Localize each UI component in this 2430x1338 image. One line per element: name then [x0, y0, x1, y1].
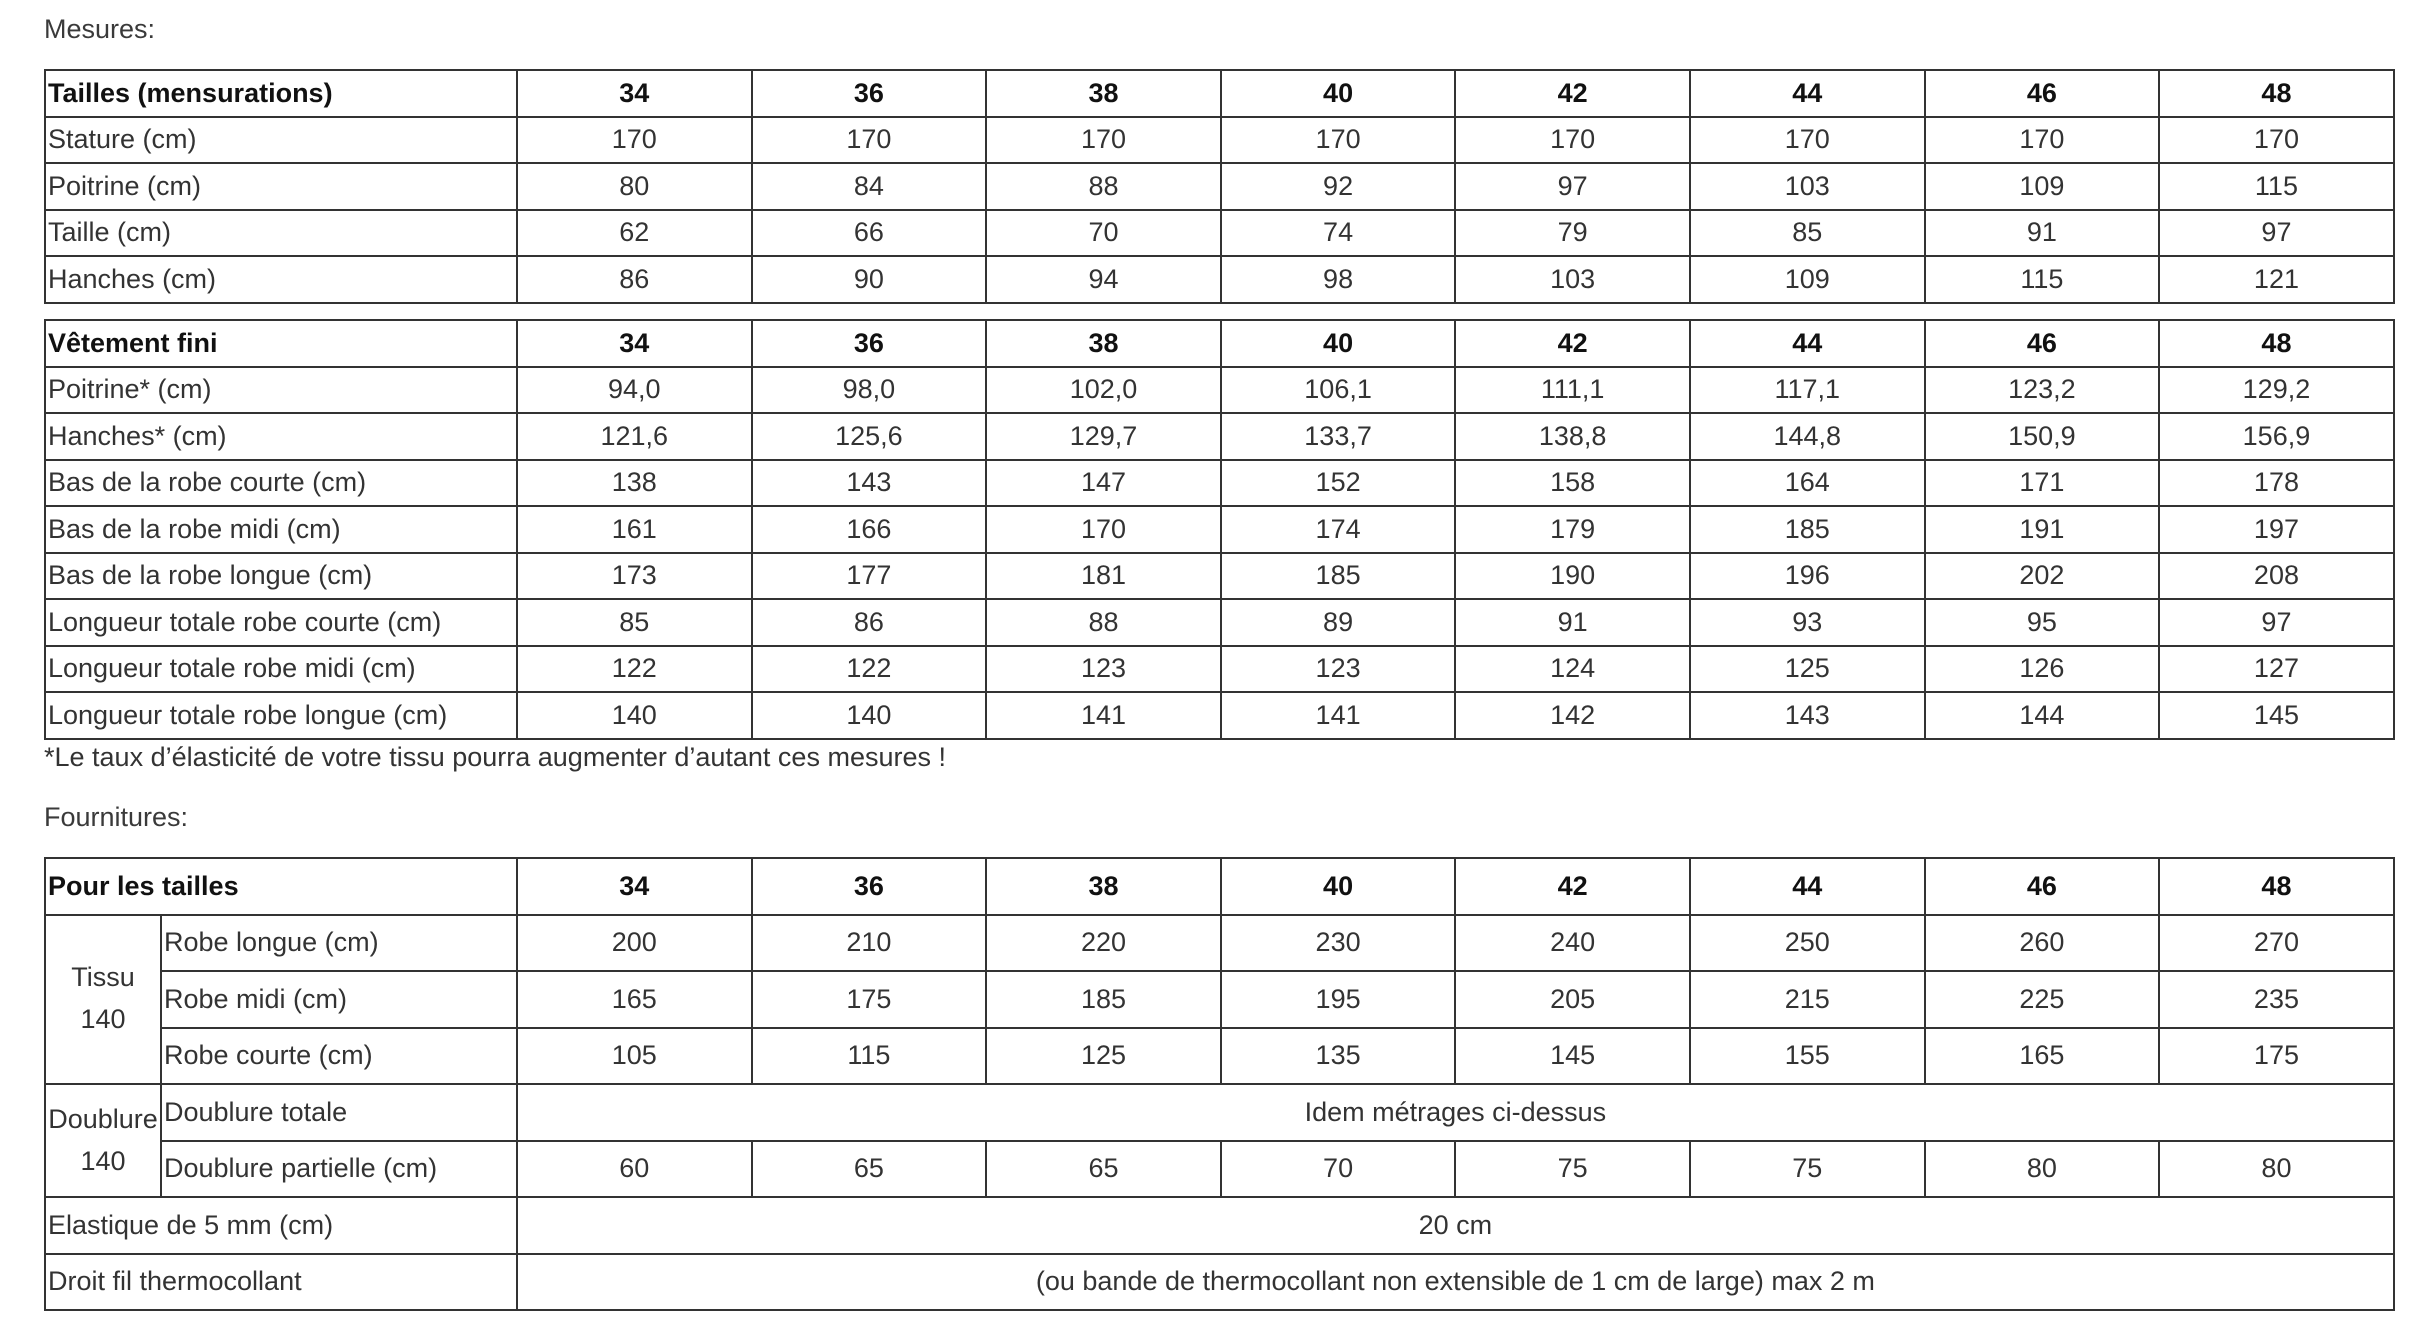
table-cell: 121 [2159, 256, 2394, 303]
table-cell: 94,0 [517, 367, 752, 414]
table-cell: 170 [1455, 117, 1690, 164]
table-cell: 142 [1455, 692, 1690, 739]
table-cell: 210 [752, 915, 987, 972]
row-header: Tailles (mensurations) [45, 70, 517, 117]
table-cell: 115 [752, 1028, 987, 1085]
mesures-heading: Mesures: [44, 14, 156, 44]
row-label: Longueur totale robe longue (cm) [45, 692, 517, 739]
table-cell: 195 [1221, 971, 1456, 1028]
table-row [45, 163, 2394, 210]
table-row [45, 506, 2394, 553]
table-cell: 98 [1221, 256, 1456, 303]
size-header: 36 [752, 70, 987, 117]
table-row [45, 553, 2394, 600]
table-row [45, 1254, 2394, 1311]
row-label: Taille (cm) [45, 210, 517, 257]
table-cell: 175 [2159, 1028, 2394, 1085]
table-cell: 70 [986, 210, 1221, 257]
table-row [45, 599, 2394, 646]
table-cell: 79 [1455, 210, 1690, 257]
table-cell: 80 [1925, 1141, 2160, 1198]
table-cell: 140 [752, 692, 987, 739]
table-cell: 170 [752, 117, 987, 164]
table-cell: 178 [2159, 460, 2394, 507]
table-row [45, 692, 2394, 739]
table-cell: 84 [752, 163, 987, 210]
table-cell: 65 [986, 1141, 1221, 1198]
table-cell: 97 [2159, 210, 2394, 257]
table-cell: 86 [517, 256, 752, 303]
size-header: 40 [1221, 70, 1456, 117]
table-cell: 90 [752, 256, 987, 303]
table-cell: 197 [2159, 506, 2394, 553]
table-cell: 240 [1455, 915, 1690, 972]
size-header: 38 [986, 858, 1221, 915]
table-header-row [45, 70, 2394, 117]
row-header: Pour les tailles [45, 858, 517, 915]
size-header: 48 [2159, 70, 2394, 117]
table-cell: 170 [986, 506, 1221, 553]
table-cell: 141 [986, 692, 1221, 739]
table-cell: 152 [1221, 460, 1456, 507]
supplies-table [44, 857, 2395, 1311]
table-cell: 91 [1455, 599, 1690, 646]
size-header: 38 [986, 70, 1221, 117]
body-measurements-table [44, 69, 2395, 304]
tissu-group-label: Tissu 140 [45, 915, 161, 1085]
table-cell: 177 [752, 553, 987, 600]
size-header: 34 [517, 320, 752, 367]
table-cell: 145 [1455, 1028, 1690, 1085]
table-cell: 170 [1221, 117, 1456, 164]
size-header: 42 [1455, 320, 1690, 367]
table-cell: 225 [1925, 971, 2160, 1028]
table-cell: 185 [1221, 553, 1456, 600]
table-cell: 170 [986, 117, 1221, 164]
row-label: Bas de la robe longue (cm) [45, 553, 517, 600]
table-header-row [45, 858, 2394, 915]
table-cell: 117,1 [1690, 367, 1925, 414]
table-cell: 129,2 [2159, 367, 2394, 414]
table-cell: 126 [1925, 646, 2160, 693]
elasticity-note: *Le taux d’élasticité de votre tissu pourra augmenter d’autant ces mesures ! [44, 742, 946, 772]
size-header: 48 [2159, 858, 2394, 915]
table-cell: 138 [517, 460, 752, 507]
table-cell: 138,8 [1455, 413, 1690, 460]
table-cell: 165 [1925, 1028, 2160, 1085]
merged-cell: 20 cm [517, 1197, 2394, 1254]
table-cell: 185 [986, 971, 1221, 1028]
size-header: 40 [1221, 320, 1456, 367]
table-cell: 260 [1925, 915, 2160, 972]
table-cell: 98,0 [752, 367, 987, 414]
table-cell: 80 [2159, 1141, 2394, 1198]
table-cell: 173 [517, 553, 752, 600]
table-cell: 220 [986, 915, 1221, 972]
table-cell: 94 [986, 256, 1221, 303]
row-label: Bas de la robe midi (cm) [45, 506, 517, 553]
table-cell: 60 [517, 1141, 752, 1198]
table-cell: 143 [752, 460, 987, 507]
size-header: 44 [1690, 70, 1925, 117]
table-cell: 88 [986, 599, 1221, 646]
row-label: Longueur totale robe courte (cm) [45, 599, 517, 646]
table-cell: 123 [1221, 646, 1456, 693]
table-cell: 80 [517, 163, 752, 210]
table-cell: 215 [1690, 971, 1925, 1028]
table-cell: 190 [1455, 553, 1690, 600]
table-row [45, 971, 2394, 1028]
row-label: Droit fil thermocollant [45, 1254, 517, 1311]
table-cell: 156,9 [2159, 413, 2394, 460]
table-cell: 164 [1690, 460, 1925, 507]
table-cell: 109 [1690, 256, 1925, 303]
table-cell: 170 [1690, 117, 1925, 164]
table-cell: 205 [1455, 971, 1690, 1028]
size-header: 46 [1925, 70, 2160, 117]
table-row [45, 1141, 2394, 1198]
row-label: Robe midi (cm) [161, 971, 517, 1028]
table-cell: 93 [1690, 599, 1925, 646]
row-label: Elastique de 5 mm (cm) [45, 1197, 517, 1254]
row-label: Longueur totale robe midi (cm) [45, 646, 517, 693]
table-row [45, 367, 2394, 414]
row-label: Doublure partielle (cm) [161, 1141, 517, 1198]
table-cell: 75 [1690, 1141, 1925, 1198]
table-cell: 165 [517, 971, 752, 1028]
table-cell: 208 [2159, 553, 2394, 600]
table-cell: 270 [2159, 915, 2394, 972]
table-cell: 129,7 [986, 413, 1221, 460]
table-cell: 125,6 [752, 413, 987, 460]
size-header: 40 [1221, 858, 1456, 915]
table-cell: 85 [1690, 210, 1925, 257]
table-cell: 181 [986, 553, 1221, 600]
table-cell: 141 [1221, 692, 1456, 739]
table-row [45, 210, 2394, 257]
table-cell: 185 [1690, 506, 1925, 553]
table-cell: 143 [1690, 692, 1925, 739]
row-label: Stature (cm) [45, 117, 517, 164]
table-cell: 155 [1690, 1028, 1925, 1085]
size-header: 46 [1925, 320, 2160, 367]
table-cell: 191 [1925, 506, 2160, 553]
merged-cell: (ou bande de thermocollant non extensible de 1 cm de large) max 2 m [517, 1254, 2394, 1311]
table-cell: 147 [986, 460, 1221, 507]
table-cell: 85 [517, 599, 752, 646]
table-cell: 166 [752, 506, 987, 553]
table-cell: 92 [1221, 163, 1456, 210]
table-cell: 88 [986, 163, 1221, 210]
table-cell: 89 [1221, 599, 1456, 646]
table-cell: 196 [1690, 553, 1925, 600]
table-row [45, 1028, 2394, 1085]
table-cell: 145 [2159, 692, 2394, 739]
table-cell: 171 [1925, 460, 2160, 507]
table-row [45, 1084, 2394, 1141]
table-cell: 97 [2159, 599, 2394, 646]
table-cell: 65 [752, 1141, 987, 1198]
table-cell: 125 [1690, 646, 1925, 693]
table-cell: 74 [1221, 210, 1456, 257]
table-cell: 106,1 [1221, 367, 1456, 414]
table-cell: 105 [517, 1028, 752, 1085]
table-cell: 235 [2159, 971, 2394, 1028]
table-cell: 111,1 [1455, 367, 1690, 414]
table-cell: 140 [517, 692, 752, 739]
table-row [45, 256, 2394, 303]
table-cell: 70 [1221, 1141, 1456, 1198]
table-cell: 179 [1455, 506, 1690, 553]
table-cell: 123,2 [1925, 367, 2160, 414]
size-header: 46 [1925, 858, 2160, 915]
table-cell: 121,6 [517, 413, 752, 460]
table-cell: 230 [1221, 915, 1456, 972]
table-row [45, 413, 2394, 460]
size-header: 34 [517, 858, 752, 915]
table-cell: 144,8 [1690, 413, 1925, 460]
table-cell: 122 [517, 646, 752, 693]
table-cell: 102,0 [986, 367, 1221, 414]
table-row [45, 646, 2394, 693]
table-cell: 144 [1925, 692, 2160, 739]
size-header: 42 [1455, 70, 1690, 117]
table-row [45, 460, 2394, 507]
table-cell: 150,9 [1925, 413, 2160, 460]
table-cell: 133,7 [1221, 413, 1456, 460]
table-cell: 91 [1925, 210, 2160, 257]
body-rows [45, 117, 2394, 303]
size-header: 44 [1690, 320, 1925, 367]
table-cell: 115 [2159, 163, 2394, 210]
size-header: 34 [517, 70, 752, 117]
table-cell: 127 [2159, 646, 2394, 693]
table-cell: 250 [1690, 915, 1925, 972]
row-label: Bas de la robe courte (cm) [45, 460, 517, 507]
size-header: 36 [752, 858, 987, 915]
merged-cell: Idem métrages ci-dessus [517, 1084, 2394, 1141]
size-header: 42 [1455, 858, 1690, 915]
table-cell: 174 [1221, 506, 1456, 553]
table-row [45, 915, 2394, 972]
table-cell: 86 [752, 599, 987, 646]
table-cell: 161 [517, 506, 752, 553]
row-label: Hanches (cm) [45, 256, 517, 303]
row-header: Vêtement fini [45, 320, 517, 367]
size-header: 48 [2159, 320, 2394, 367]
row-label: Robe courte (cm) [161, 1028, 517, 1085]
table-cell: 103 [1690, 163, 1925, 210]
table-cell: 170 [1925, 117, 2160, 164]
table-cell: 135 [1221, 1028, 1456, 1085]
table-cell: 202 [1925, 553, 2160, 600]
table-cell: 62 [517, 210, 752, 257]
table-header-row [45, 320, 2394, 367]
table-cell: 124 [1455, 646, 1690, 693]
fournitures-heading: Fournitures: [44, 802, 189, 832]
table-row [45, 1197, 2394, 1254]
table-cell: 66 [752, 210, 987, 257]
finished-garment-table [44, 319, 2395, 740]
table-cell: 175 [752, 971, 987, 1028]
table-cell: 109 [1925, 163, 2160, 210]
table-row [45, 117, 2394, 164]
size-header: 38 [986, 320, 1221, 367]
table-cell: 158 [1455, 460, 1690, 507]
table-cell: 103 [1455, 256, 1690, 303]
table-cell: 97 [1455, 163, 1690, 210]
table-cell: 170 [517, 117, 752, 164]
row-label: Hanches* (cm) [45, 413, 517, 460]
row-label: Robe longue (cm) [161, 915, 517, 972]
table-cell: 200 [517, 915, 752, 972]
doublure-group-label: Doublure 140 [45, 1084, 161, 1197]
row-label: Poitrine* (cm) [45, 367, 517, 414]
finished-rows [45, 367, 2394, 739]
table-cell: 75 [1455, 1141, 1690, 1198]
table-cell: 95 [1925, 599, 2160, 646]
table-cell: 115 [1925, 256, 2160, 303]
table-cell: 125 [986, 1028, 1221, 1085]
table-cell: 123 [986, 646, 1221, 693]
table-cell: 122 [752, 646, 987, 693]
size-header: 44 [1690, 858, 1925, 915]
row-label: Poitrine (cm) [45, 163, 517, 210]
table-cell: 170 [2159, 117, 2394, 164]
row-label: Doublure totale [161, 1084, 517, 1141]
size-header: 36 [752, 320, 987, 367]
